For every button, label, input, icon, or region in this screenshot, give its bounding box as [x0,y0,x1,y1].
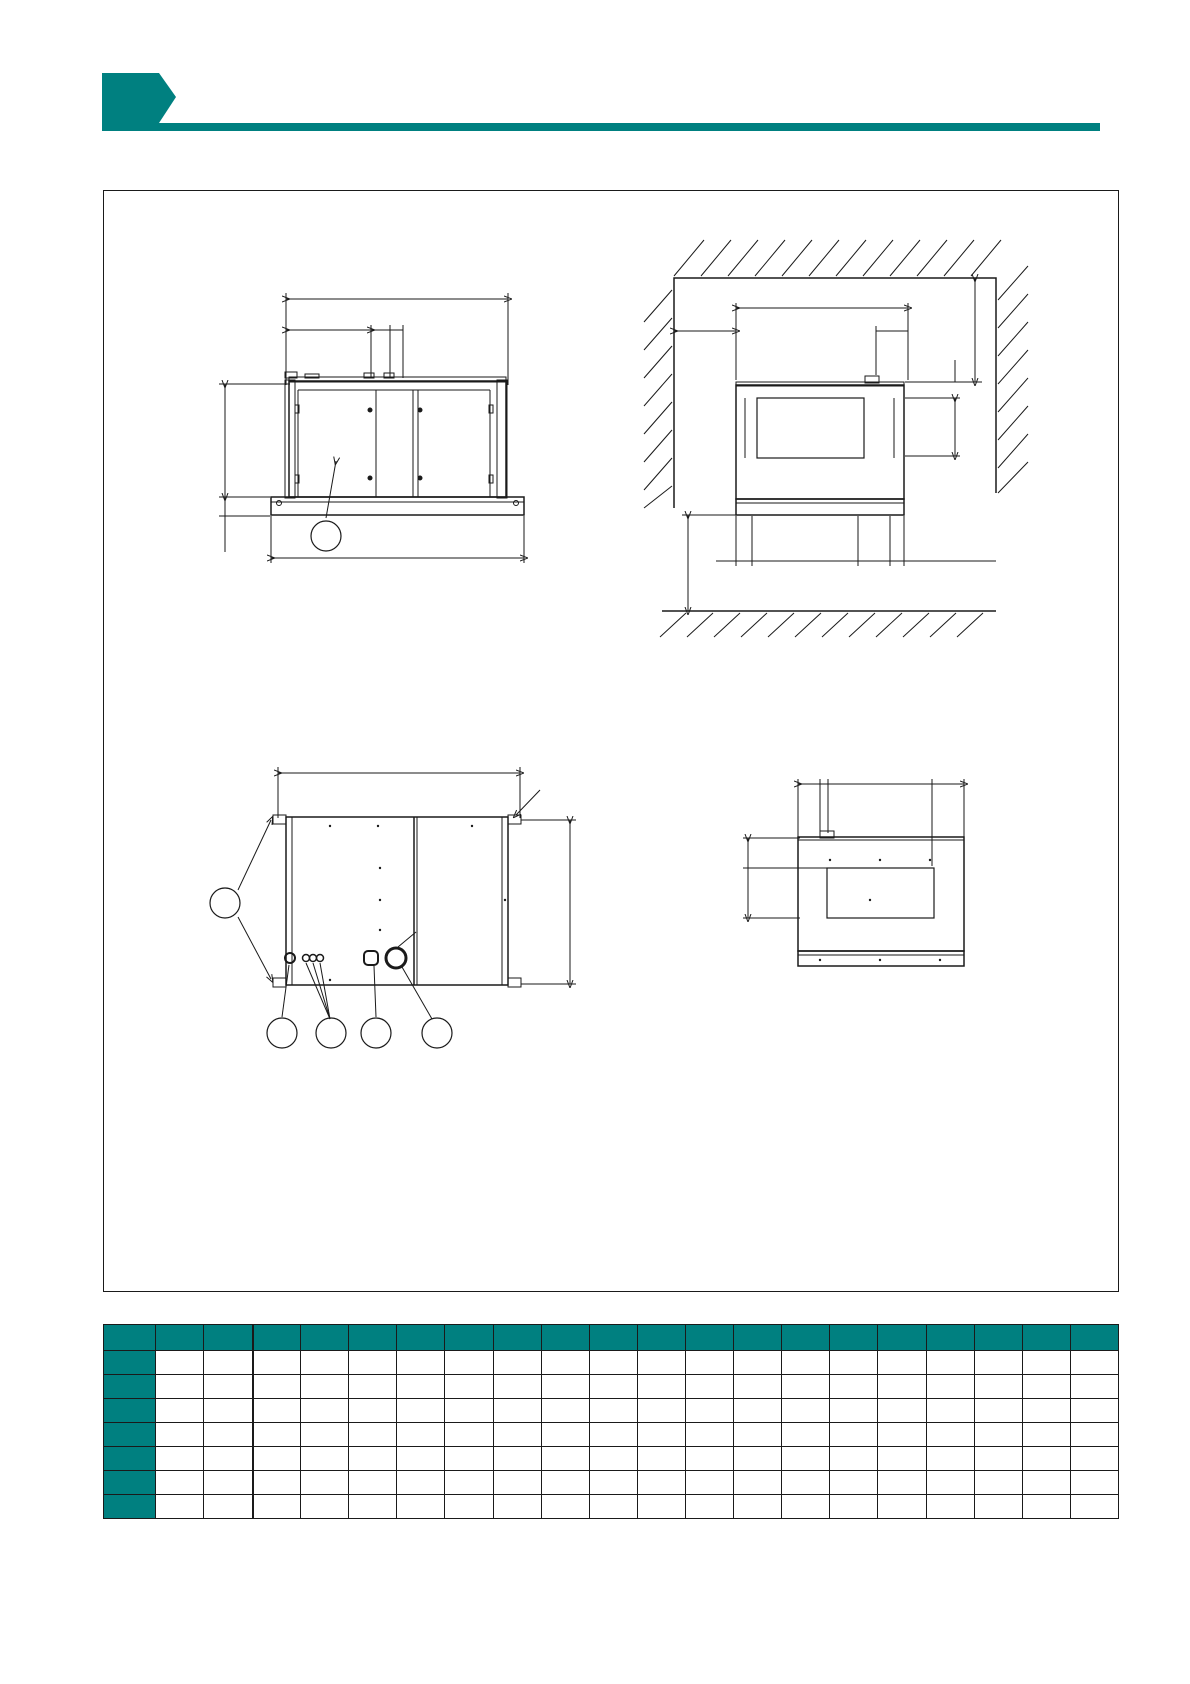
section-tab-icon [102,73,176,123]
section-header [0,0,1190,140]
drawing-frame [103,190,1119,1292]
table-row [104,1423,1119,1447]
table-header-row [104,1325,1119,1351]
table-row [104,1471,1119,1495]
table-row [104,1399,1119,1423]
table-row [104,1495,1119,1519]
table-row [104,1447,1119,1471]
table-row [104,1375,1119,1399]
table-row [104,1351,1119,1375]
dimension-table [103,1324,1119,1519]
header-rule [102,123,1100,131]
